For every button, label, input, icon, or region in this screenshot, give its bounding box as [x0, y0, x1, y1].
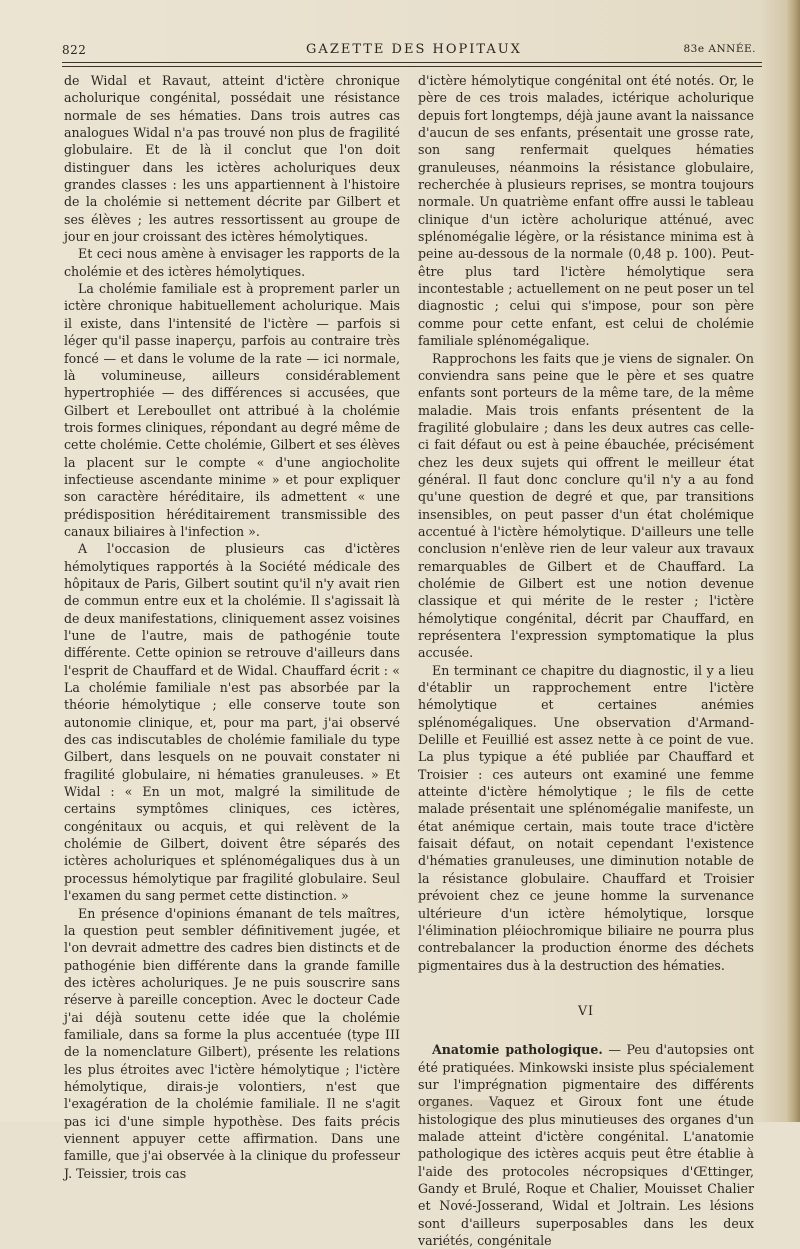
page-edge: [786, 0, 800, 1122]
paper-stain: [420, 1100, 510, 1112]
section-paragraph: [418, 1041, 754, 1249]
journal-title: GAZETTE DES HOPITAUX: [306, 42, 522, 57]
page-header: [62, 40, 766, 62]
left-column: [64, 72, 400, 1182]
paragraph: En terminant ce chapitre du diagnostic, il y a lieu d'établir un rapprochement entre l'ictère hémolytique et certaines anémies splénomégaliques. Une observation d'Armand-Delille et Feuillié est assez nette à ce point de vue. La plus typique a été publiée par Chauffard et Troisier : ces auteurs ont examiné une femme atteinte d'ictère hémolytique ; le fils de cette malade présentait une splénomégalie manifeste, un état anémique certain, mais toute trace d'ictère faisait défaut, on notait cependant l'existence d'hématies granuleuses, une diminution notable de la résistance globulaire. Chauffard et Troisier prévoient chez ce jeune homme la survenance ultérieure d'un ictère hémolytique, lorsque l'élimination pléiochromique biliaire ne pourra plus contrebalancer la production énorme des déchets pigmentaires dus à la destruction des hématies.: [418, 662, 754, 973]
paragraph: Et ceci nous amène à envisager les rapports de la cholémie et des ictères hémolytiques.: [64, 246, 400, 279]
page-number: 822: [62, 43, 87, 57]
section-text: — Peu d'autopsies ont été pratiquées. Minkowski insiste plus spécialement sur l'imprégnation pigmentaire des différents organes. Vaquez et Giroux font une étude histologique des plus minutieuses des organes d'un malade atteint d'ictère congénital. L'anatomie pathologique des ictères acquis peut être établie à l'aide des protocoles nécropsiques d'Œttinger, Gandy et Brulé, Roque et Chalier, Mouisset Chalier et Nové-Josserand, Widal et Joltrain. Les lésions sont d'ailleurs superposables dans les deux variétés, congénitale: [418, 1042, 754, 1248]
paragraph: d'ictère hémolytique congénital ont été notés. Or, le père de ces trois malades, ictérique acholurique depuis fort longtemps, déjà jaune avant la naissance d'aucun de ses enfants, présentait une grosse rate, son sang renfermait quelques hématies granuleuses, néanmoins la résistance globulaire, recherchée à plusieurs reprises, se montra toujours normale. Un quatrième enfant offre aussi le tableau clinique d'un ictère acholurique atténué, avec splénomégalie légère, or la résistance minima est à peine au-dessous de la normale (0,48 p. 100). Peut-être plus tard l'ictère hémolytique sera incontestable ; actuellement on ne peut poser un tel diagnostic ; celui qui s'impose, pour son père comme pour cette enfant, est celui de cholémie familiale splénomégalique.: [418, 73, 754, 349]
paragraph: La cholémie familiale est à proprement parler un ictère chronique habituellement acholurique. Mais il existe, dans l'intensité de l'ictère — parfois si léger qu'il passe inaperçu, parfois au contraire très foncé — et dans le volume de la rate — ici normale, là volumineuse, ailleurs considérablement hypertrophiée — des différences si accusées, que Gilbert et Lereboullet ont attribué à la cholémie trois formes cliniques, répondant au degré même de cette cholémie. Cette cholémie, Gilbert et ses élèves la placent sur le compte « d'une angiocholite infectieuse ascendante minime » et pour expliquer son caractère héréditaire, ils admettent « une prédisposition héréditairement transmissible des canaux biliaires à l'infection ».: [64, 281, 400, 539]
year-label: 83e ANNÉE.: [683, 43, 756, 55]
header-rule: [62, 62, 762, 67]
paragraph: de Widal et Ravaut, atteint d'ictère chronique acholurique congénital, possédait une résistance normale de ses hématies. Dans trois autres cas analogues Widal n'a pas trouvé non plus de fragilité globulaire. Et de là il conclut que l'on doit distinguer dans les ictères acholuriques deux grandes classes : les uns appartiennent à l'histoire de la cholémie si nettement décrite par Gilbert et ses élèves ; les autres ressortissent au groupe de jour en jour croissant des ictères hémolytiques.: [64, 73, 400, 245]
right-column: [418, 72, 754, 1249]
paragraph: Rapprochons les faits que je viens de signaler. On conviendra sans peine que le père et ses quatre enfants sont porteurs de la même tare, de la même maladie. Mais trois enfants présentent de la fragilité globulaire ; dans les deux autres cas celle-ci fait défaut ou est à peine ébauchée, précisément chez les deux sujets qui offrent le meilleur état général. Il faut donc conclure qu'il n'y a au fond qu'une question de degré et que, par transitions insensibles, on peut passer d'un état cholémique accentué à l'ictère hémolytique. D'ailleurs une telle conclusion n'enlève rien de leur valeur aux travaux remarquables de Gilbert et de Chauffard. La cholémie de Gilbert est une notion devenue classique et qui mérite de le rester ; l'ictère hémolytique congénital, décrit par Chauffard, en représentera l'expression symptomatique la plus accusée.: [418, 350, 754, 661]
paragraph: En présence d'opinions émanant de tels maîtres, la question peut sembler définitivement jugée, et l'on devrait admettre des cadres bien distincts et de pathogénie bien différente dans la grande famille des ictères acholuriques. Je ne puis souscrire sans réserve à pareille conception. Avec le docteur Cade j'ai déjà soutenu cette idée que la cholémie familiale, dans sa forme la plus accentuée (type III de la nomenclature Gilbert), présente les relations les plus étroites avec l'ictère hémolytique ; l'ictère hémolytique, dirais-je volontiers, n'est que l'exagération de la cholémie familiale. Il ne s'agit pas ici d'une simple hypothèse. Des faits précis viennent appuyer cette affirmation. Dans une famille, que j'ai observée à la clinique du professeur J. Teissier, trois cas: [64, 905, 400, 1181]
section-number: VI: [577, 1002, 595, 1018]
section-heading: Anatomie pathologique.: [432, 1042, 603, 1058]
paragraph: A l'occasion de plusieurs cas d'ictères hémolytiques rapportés à la Société médicale des hôpitaux de Paris, Gilbert soutint qu'il n'y avait rien de commun entre eux et la cholémie. Il s'agissait là de deux manifestations, cliniquement assez voisines l'une de l'autre, mais de pathogénie toute différente. Cette opinion se retrouve d'ailleurs dans l'esprit de Chauffard et de Widal. Chauffard écrit : « La cholémie familiale n'est pas absorbée par la théorie hémolytique ; elle conserve toute son autonomie clinique, et, pour ma part, j'ai observé des cas indiscutables de cholémie familiale du type Gilbert, dans lesquels on ne pouvait constater ni fragilité globulaire, ni hématies granuleuses. » Et Widal : « En un mot, malgré la similitude de certains symptômes cliniques, ces ictères, congénitaux ou acquis, et qui relèvent de la cholémie de Gilbert, doivent être séparés des ictères acholuriques et splénomégaliques dus à un processus hémolytique par fragilité globulaire. Seul l'examen du sang permet cette distinction. »: [64, 541, 400, 904]
